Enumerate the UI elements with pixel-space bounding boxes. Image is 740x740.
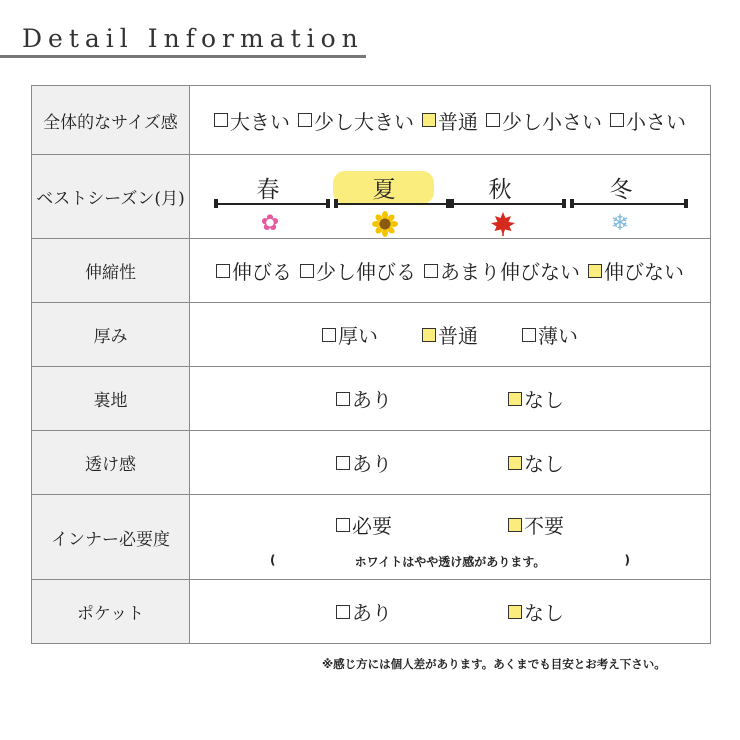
- row-value: [190, 495, 710, 579]
- option-sheer-1: [508, 448, 564, 477]
- maple-leaf-icon: [490, 211, 516, 237]
- option-label: 厚い: [338, 324, 378, 348]
- row-label: 裏地: [32, 367, 190, 430]
- pocket-options: [278, 597, 622, 626]
- option-sheer-0: [336, 448, 392, 477]
- option-size-4: [610, 106, 686, 135]
- season-line-summer: [336, 203, 448, 205]
- option-label: 普通: [438, 109, 478, 134]
- checkbox-icon: [486, 113, 500, 127]
- option-stretch-0: [216, 256, 292, 285]
- inner-options: [278, 510, 622, 539]
- checked-box-icon: [508, 456, 522, 470]
- season-tick: [214, 199, 218, 208]
- option-thickness-0: [322, 320, 378, 349]
- season-line-spring: [216, 203, 328, 205]
- option-label: 不要: [524, 514, 564, 538]
- size-options: [210, 106, 690, 135]
- option-label: あり: [352, 601, 392, 625]
- checked-box-icon: [422, 328, 436, 342]
- detail-table: [31, 85, 711, 644]
- option-stretch-3: [588, 256, 684, 285]
- row-label: インナー必要度: [32, 495, 190, 579]
- option-label: 薄い: [538, 324, 578, 348]
- season-line-autumn: [452, 203, 564, 205]
- season-tick: [570, 199, 574, 208]
- checkbox-icon: [610, 113, 624, 127]
- row-stretch: [32, 238, 710, 302]
- option-size-2: [422, 106, 478, 135]
- row-thickness: [32, 302, 710, 366]
- option-label: 少し小さい: [502, 109, 602, 134]
- season-tick: [326, 199, 330, 208]
- option-label: あり: [352, 452, 392, 476]
- heading-underline: [0, 55, 366, 58]
- sunflower-icon: [372, 211, 398, 237]
- row-sheer: [32, 430, 710, 494]
- option-label: 普通: [438, 324, 478, 348]
- option-label: 少し大きい: [314, 109, 414, 134]
- season-chart: [190, 155, 710, 239]
- flower-icon: ✿: [260, 210, 280, 236]
- row-value: [190, 431, 710, 494]
- option-label: 大きい: [230, 109, 290, 134]
- lining-options: [278, 384, 622, 413]
- note-close-paren: ): [624, 553, 630, 567]
- option-label: 小さい: [626, 109, 686, 134]
- checkbox-icon: [522, 328, 536, 342]
- row-label: 全体的なサイズ感: [32, 86, 190, 154]
- row-value: [190, 367, 710, 430]
- checkbox-icon: [336, 392, 350, 406]
- checkbox-icon: [298, 113, 312, 127]
- row-label: ベストシーズン(月): [32, 155, 190, 238]
- snowflake-icon: ❄: [610, 210, 630, 236]
- checkbox-icon: [216, 264, 230, 278]
- option-stretch-1: [300, 256, 416, 285]
- season-line-winter: [572, 203, 686, 205]
- season-autumn: 秋: [488, 176, 512, 203]
- option-thickness-2: [522, 320, 578, 349]
- checkbox-icon: [336, 456, 350, 470]
- sheer-options: [278, 448, 622, 477]
- option-label: なし: [524, 452, 564, 476]
- checked-box-icon: [508, 392, 522, 406]
- option-label: 伸びない: [604, 260, 684, 284]
- option-lining-1: [508, 384, 564, 413]
- option-inner-1: [508, 510, 564, 539]
- checkbox-icon: [322, 328, 336, 342]
- season-tick: [334, 199, 338, 208]
- option-stretch-2: [424, 256, 580, 285]
- option-size-0: [214, 106, 290, 135]
- row-inner: [32, 494, 710, 579]
- row-lining: [32, 366, 710, 430]
- option-label: 伸びる: [232, 260, 292, 284]
- checkbox-icon: [300, 264, 314, 278]
- row-value: [190, 86, 710, 154]
- row-size: [32, 86, 710, 154]
- option-label: あまり伸びない: [440, 260, 580, 284]
- row-label: ポケット: [32, 580, 190, 643]
- footer-note: ※感じ方には個人差があります。あくまでも目安とお考え下さい。: [322, 657, 666, 671]
- option-pocket-1: [508, 597, 564, 626]
- row-value: [190, 239, 710, 302]
- option-pocket-0: [336, 597, 392, 626]
- option-size-1: [298, 106, 414, 135]
- checked-box-icon: [588, 264, 602, 278]
- checkbox-icon: [336, 518, 350, 532]
- option-inner-0: [336, 510, 392, 539]
- row-pocket: [32, 579, 710, 643]
- checked-box-icon: [508, 605, 522, 619]
- checkbox-icon: [214, 113, 228, 127]
- checkbox-icon: [424, 264, 438, 278]
- section-heading: Detail Information: [22, 24, 364, 53]
- note-open-paren: (: [270, 553, 276, 567]
- row-label: 伸縮性: [32, 239, 190, 302]
- option-label: 必要: [352, 514, 392, 538]
- row-label: 透け感: [32, 431, 190, 494]
- season-tick: [562, 199, 566, 208]
- option-label: なし: [524, 388, 564, 412]
- option-label: 少し伸びる: [316, 260, 416, 284]
- season-tick: [450, 199, 454, 208]
- option-label: なし: [524, 601, 564, 625]
- season-spring: 春: [256, 176, 280, 203]
- note-text: ホワイトはやや透け感があります。: [354, 555, 546, 569]
- row-label: 厚み: [32, 303, 190, 366]
- row-value: [190, 303, 710, 366]
- season-tick: [684, 199, 688, 208]
- inner-note: [270, 553, 630, 570]
- stretch-options: [212, 256, 688, 285]
- checked-box-icon: [422, 113, 436, 127]
- checked-box-icon: [508, 518, 522, 532]
- thickness-options: [300, 320, 600, 349]
- row-season: [32, 154, 710, 238]
- row-value: [190, 155, 710, 238]
- row-value: [190, 580, 710, 643]
- checkbox-icon: [336, 605, 350, 619]
- option-label: あり: [352, 388, 392, 412]
- season-summer: 夏: [372, 176, 396, 203]
- option-thickness-1: [422, 320, 478, 349]
- season-winter: 冬: [609, 176, 633, 203]
- option-lining-0: [336, 384, 392, 413]
- option-size-3: [486, 106, 602, 135]
